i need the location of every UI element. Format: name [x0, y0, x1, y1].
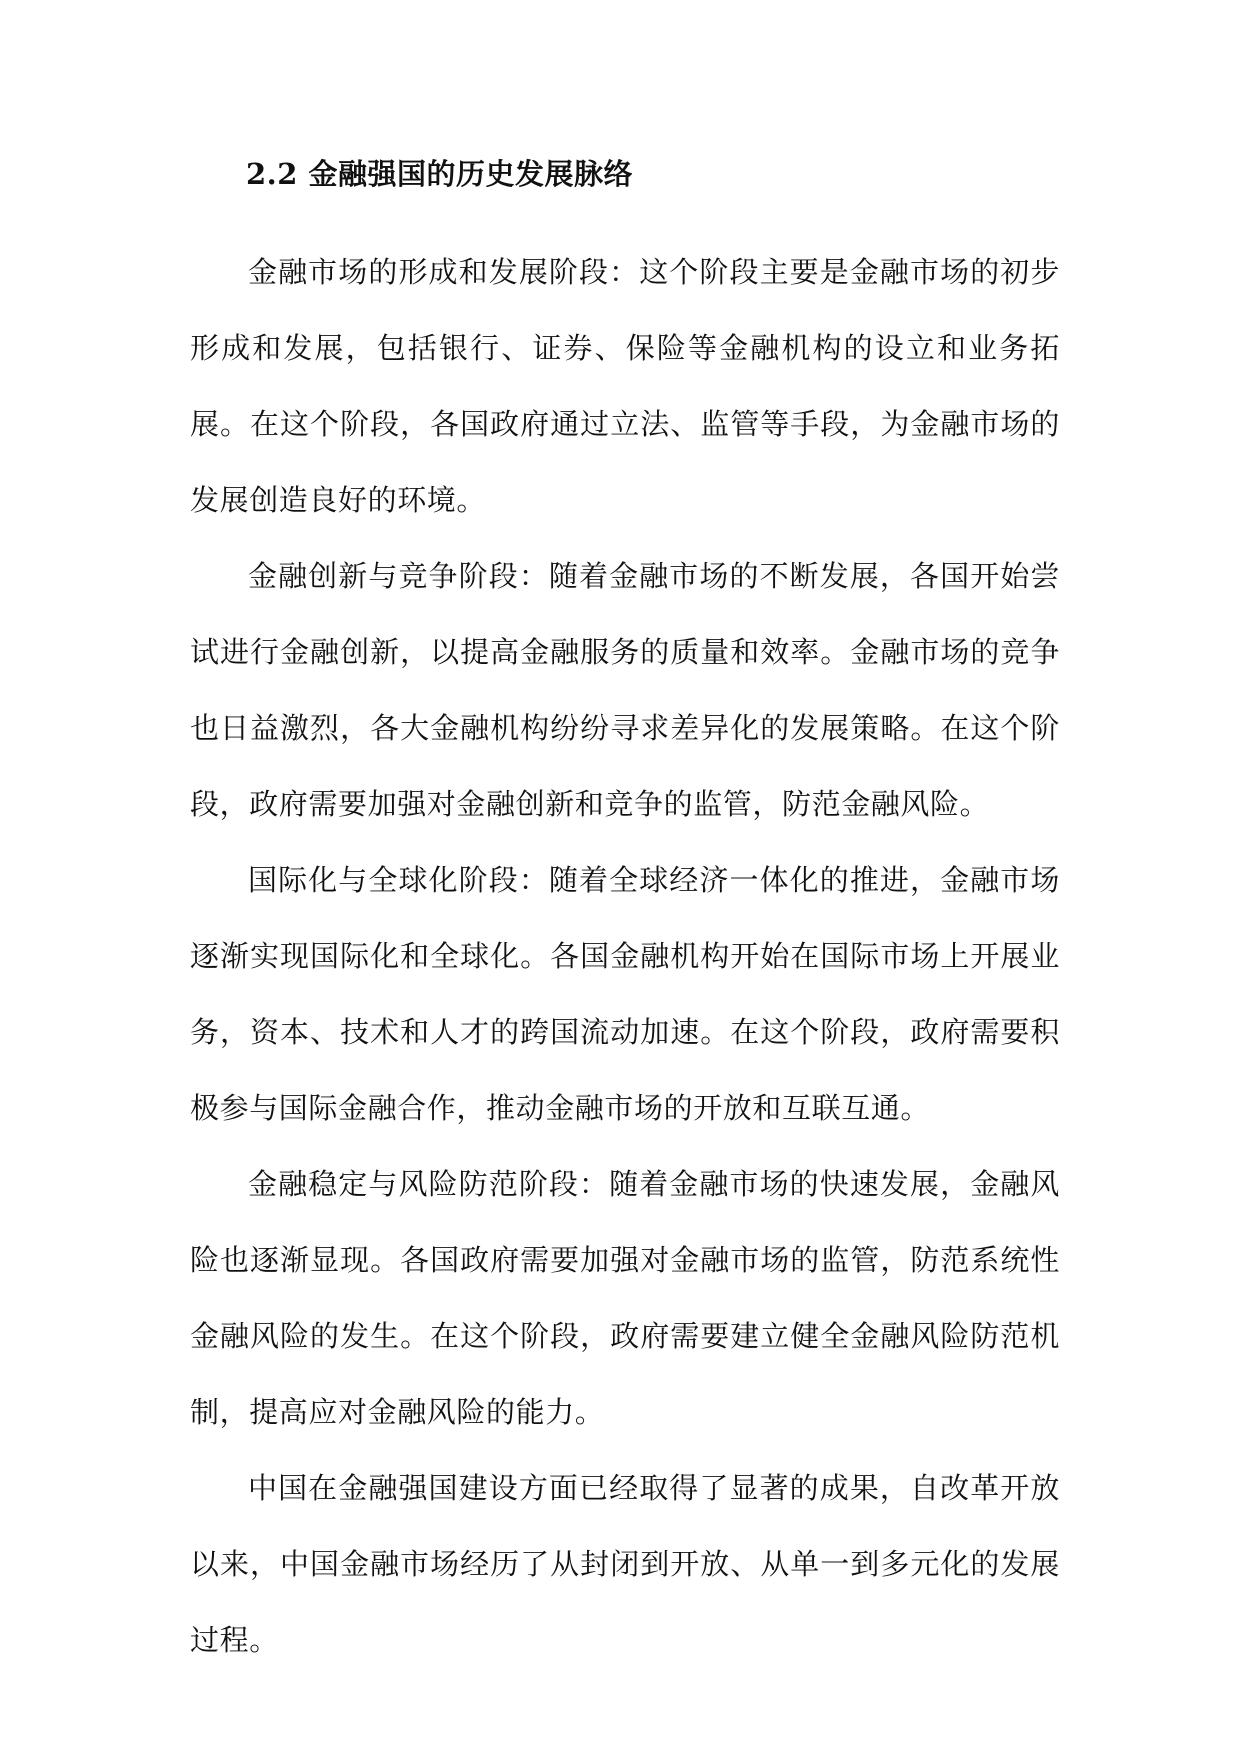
document-page [190, 150, 1060, 1678]
paragraph-formation-stage: 金融市场的形成和发展阶段：这个阶段主要是金融市场的初步形成和发展，包括银行、证券、保险等金融机构的设立和业务拓展。在这个阶段，各国政府通过立法、监管等手段，为金融市场的发展创造良好的环境。 [190, 255, 1060, 517]
paragraph-china-achievements: 中国在金融强国建设方面已经取得了显著的成果，自改革开放以来，中国金融市场经历了从封闭到开放、从单一到多元化的发展过程。 [190, 1471, 1060, 1657]
paragraph-stability-stage: 金融稳定与风险防范阶段：随着金融市场的快速发展，金融风险也逐渐显现。各国政府需要加强对金融市场的监管，防范系统性金融风险的发生。在这个阶段，政府需要建立健全金融风险防范机制，提高应对金融风险的能力。 [190, 1167, 1060, 1429]
section-heading: 2.2 金融强国的历史发展脉络 [246, 157, 634, 191]
paragraph-innovation-stage: 金融创新与竞争阶段：随着金融市场的不断发展，各国开始尝试进行金融创新，以提高金融服务的质量和效率。金融市场的竞争也日益激烈，各大金融机构纷纷寻求差异化的发展策略。在这个阶段，政府需要加强对金融创新和竞争的监管，防范金融风险。 [190, 559, 1060, 821]
paragraph-globalization-stage: 国际化与全球化阶段：随着全球经济一体化的推进，金融市场逐渐实现国际化和全球化。各国金融机构开始在国际市场上开展业务，资本、技术和人才的跨国流动加速。在这个阶段，政府需要积极参与国际金融合作，推动金融市场的开放和互联互通。 [190, 863, 1060, 1125]
